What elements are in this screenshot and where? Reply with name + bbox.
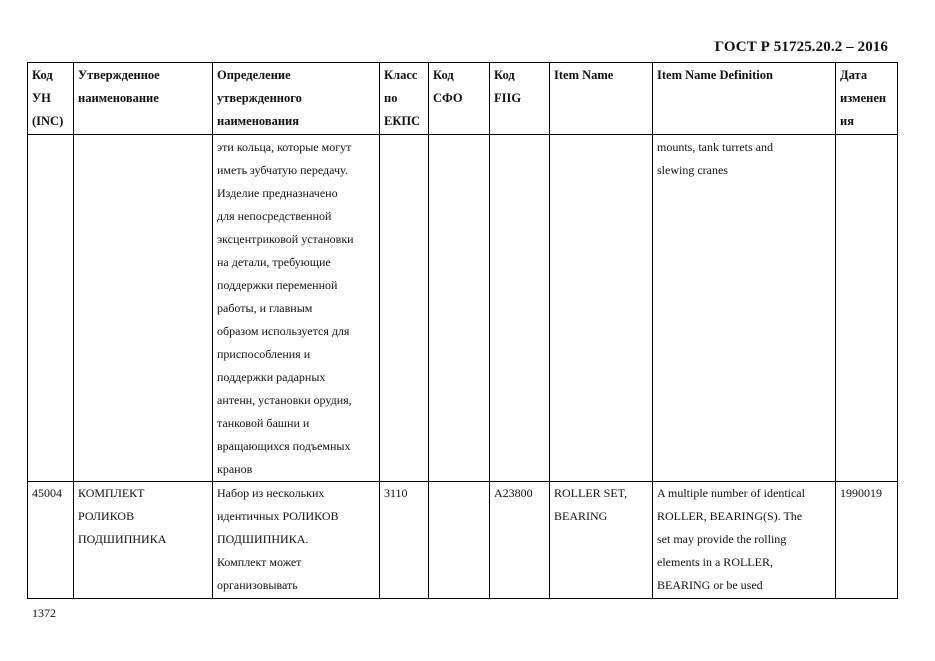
table-row xyxy=(28,482,898,599)
col-header-fiig-code: Код FIIG xyxy=(490,63,550,135)
page-number: 1372 xyxy=(32,606,56,620)
standard-title: ГОСТ Р 51725.20.2 – 2016 xyxy=(714,39,888,55)
col-header-sfo-code: Код СФО xyxy=(429,63,490,135)
col-header-item-name-definition: Item Name Definition xyxy=(653,63,836,135)
cell-ekps-class xyxy=(380,135,429,482)
table-header-row xyxy=(28,63,898,135)
cell-fiig-code xyxy=(490,135,550,482)
cell-item-name: ROLLER SET, BEARING xyxy=(550,482,653,599)
col-header-inc-code: Код УН (INC) xyxy=(28,63,74,135)
cell-item-name xyxy=(550,135,653,482)
classification-table xyxy=(27,62,898,599)
cell-approved-name: КОМПЛЕКТ РОЛИКОВ ПОДШИПНИКА xyxy=(74,482,213,599)
cell-fiig-code: A23800 xyxy=(490,482,550,599)
col-header-name-definition: Определение утвержденного наименования xyxy=(213,63,380,135)
cell-item-name-definition: mounts, tank turrets and slewing cranes xyxy=(653,135,836,482)
cell-inc-code xyxy=(28,135,74,482)
table-row xyxy=(28,135,898,482)
cell-change-date xyxy=(836,135,898,482)
cell-sfo-code xyxy=(429,482,490,599)
cell-item-name-definition: A multiple number of identical ROLLER, BEARING(S). The set may provide the rolling elements in a ROLLER, BEARING or be used xyxy=(653,482,836,599)
col-header-item-name: Item Name xyxy=(550,63,653,135)
col-header-approved-name: Утвержденное наименование xyxy=(74,63,213,135)
cell-inc-code: 45004 xyxy=(28,482,74,599)
cell-name-definition: эти кольца, которые могут иметь зубчатую передачу. Изделие предназначено для непосредственной эксцентриковой установки на детали, требующие поддержки переменной работы, и главным образом используется для приспособления и поддержки радарных антенн, установки орудия, танковой башни и вращающихся подъемных кранов xyxy=(213,135,380,482)
cell-ekps-class: 3110 xyxy=(380,482,429,599)
cell-approved-name xyxy=(74,135,213,482)
cell-sfo-code xyxy=(429,135,490,482)
cell-name-definition: Набор из нескольких идентичных РОЛИКОВ ПОДШИПНИКА. Комплект может организовывать xyxy=(213,482,380,599)
col-header-change-date: Дата изменен ия xyxy=(836,63,898,135)
cell-change-date: 1990019 xyxy=(836,482,898,599)
col-header-ekps-class: Класс по ЕКПС xyxy=(380,63,429,135)
